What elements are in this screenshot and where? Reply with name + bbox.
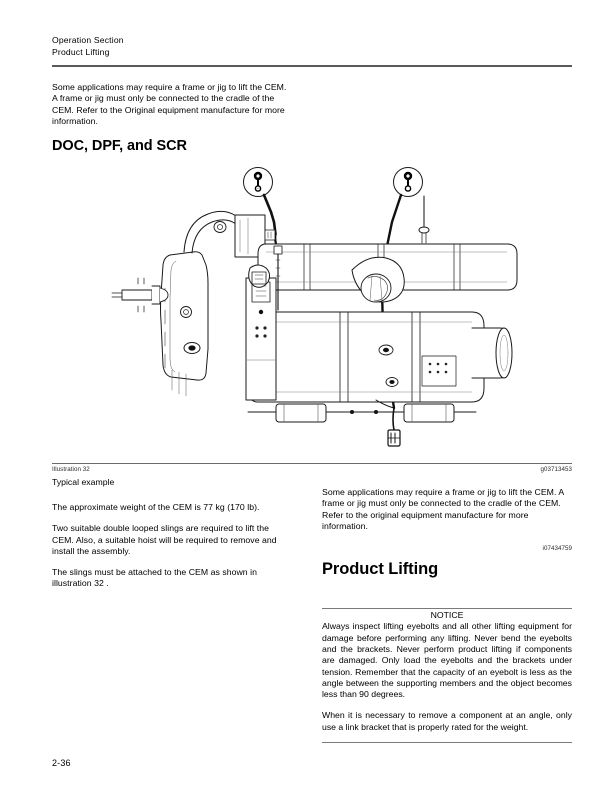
illustration-figure	[52, 160, 572, 460]
header-section: Operation Section	[52, 35, 124, 45]
inlet-connector	[112, 278, 168, 312]
illustration-caption-row	[52, 466, 572, 477]
document-id: i07434759	[542, 545, 572, 552]
left-column-lower	[52, 502, 290, 590]
notice-box	[322, 608, 572, 743]
header-topic: Product Lifting	[52, 47, 110, 58]
page-header	[52, 34, 572, 58]
slings-paragraph: Two suitable double looped slings are required to lift the CEM. Also, a suitable hoist will be required to remove and install the assembly.	[52, 523, 277, 556]
weight-paragraph: The approximate weight of the CEM is 77 kg (170 lb).	[52, 502, 260, 512]
sensor-probe	[419, 196, 429, 243]
left-column	[52, 82, 290, 154]
notice-title: NOTICE	[430, 610, 464, 621]
mixer-elbow	[352, 257, 404, 302]
header-divider	[52, 65, 572, 67]
doc-housing	[161, 252, 209, 396]
right-intro-paragraph: Some applications may require a frame or jig to lift the CEM. A frame or jig must only be connected to the cradle of the CEM. Refer to the original equipment manufacture for more information.	[322, 487, 564, 531]
cem-assembly-drawing	[52, 160, 572, 460]
left-intro-paragraph: Some applications may require a frame or jig to lift the CEM. A frame or jig must only be connected to the cradle of the CEM. Refer to the Original equipment manufacture for more information.	[52, 82, 287, 126]
dpf-canister	[248, 312, 484, 402]
callout-balloon-right	[394, 168, 423, 197]
harness-connector	[376, 400, 400, 446]
illustration-caption: Typical example	[52, 477, 115, 487]
notice-bottom-rule	[322, 742, 572, 743]
notice-paragraph-2: When it is necessary to remove a component at an angle, only use a link bracket that is properly rated for the weight.	[322, 710, 572, 732]
notice-paragraph-1: Always inspect lifting eyebolts and all other lifting equipment for damage before performing any lifting. Never bend the eyebolts and the brackets. Never perform product lifting if components are damaged. Only load the eyebolts and the brackets under tension. Remember that the capacity of an eyebolt is less as the angle between the supporting members and the object becomes less than 90 degrees.	[322, 621, 572, 700]
callout-balloon-left	[244, 168, 273, 197]
attachment-paragraph: The slings must be attached to the CEM as shown in illustration 32 .	[52, 567, 257, 589]
right-section-heading: Product Lifting	[322, 560, 439, 579]
notice-top-rule	[322, 608, 572, 609]
cradle-mounts	[248, 404, 476, 422]
illustration-divider	[52, 463, 572, 464]
page-number: 2-36	[52, 758, 71, 768]
left-section-heading: DOC, DPF, and SCR	[52, 138, 187, 155]
illustration-image-id: g03713453	[540, 466, 572, 473]
right-column	[322, 487, 572, 579]
outlet-stack	[472, 328, 512, 378]
valve-actuator	[249, 265, 270, 287]
center-module	[246, 278, 276, 400]
inlet-pipe	[184, 211, 236, 253]
illustration-number: Illustration 32	[52, 466, 90, 473]
